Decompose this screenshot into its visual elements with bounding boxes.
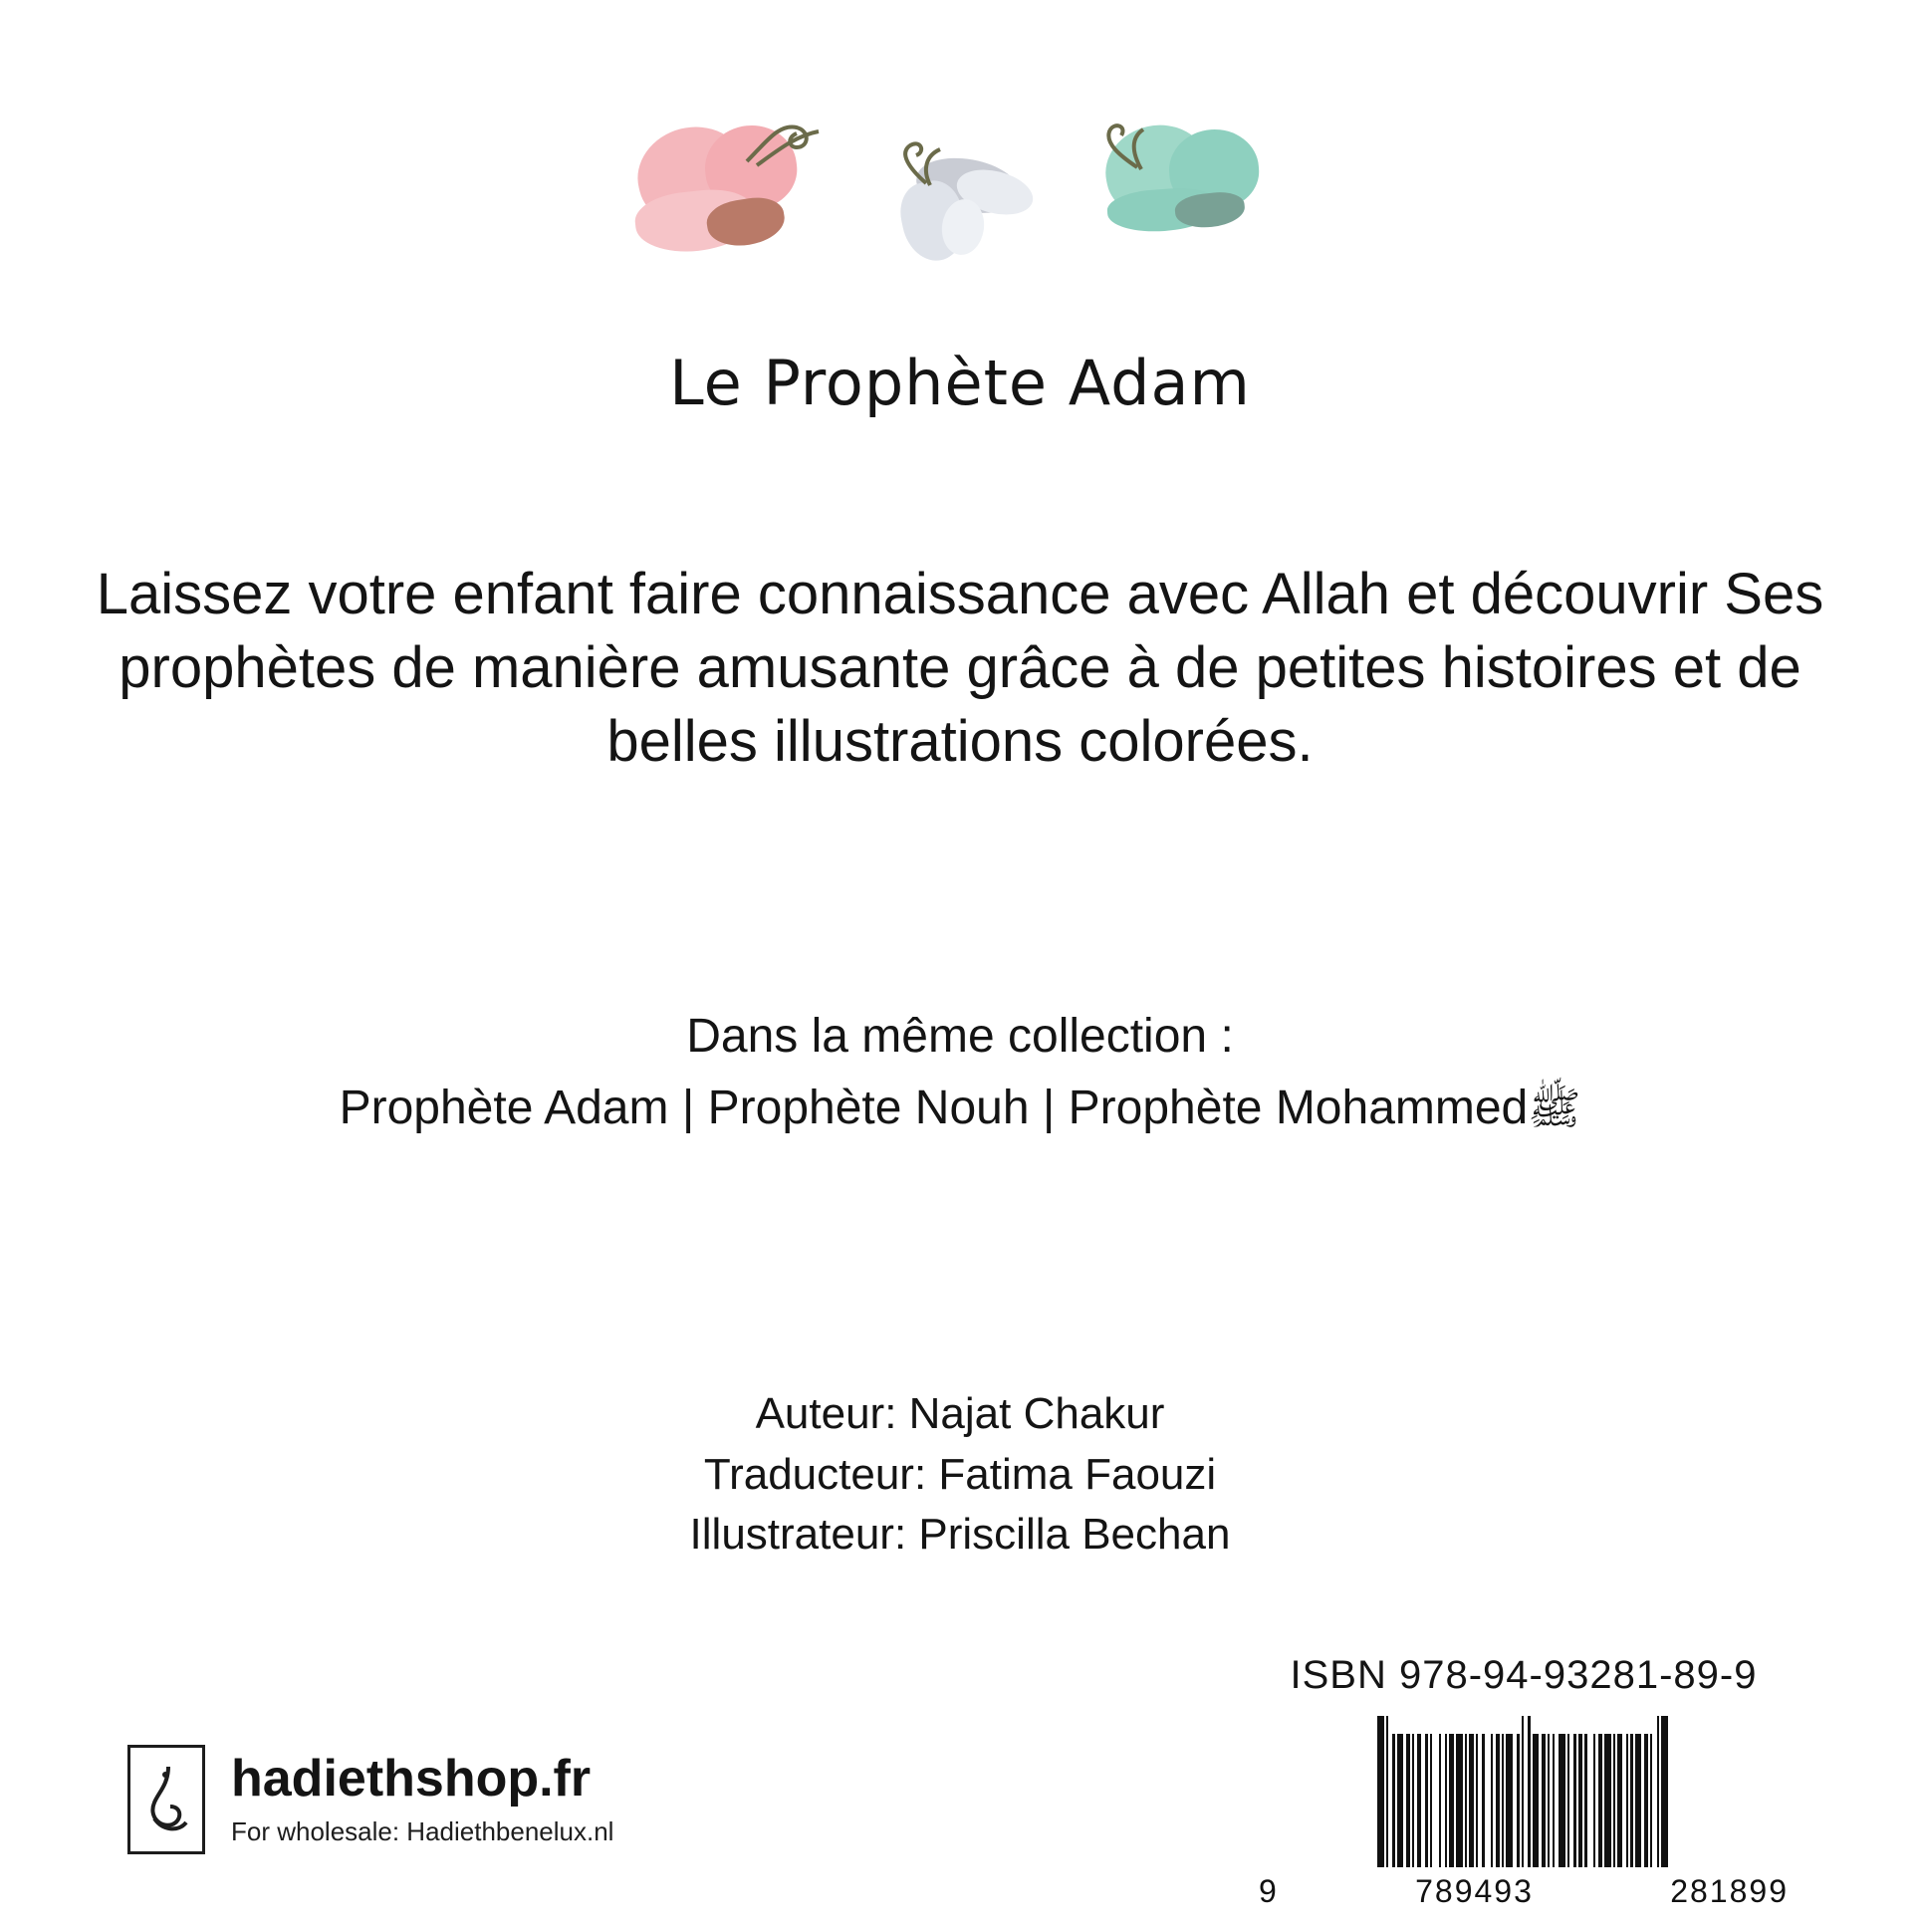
butterfly-white-icon: [876, 129, 1066, 279]
page-title: Le Prophète Adam: [669, 347, 1251, 419]
credit-translator: Traducteur: Fatima Faouzi: [703, 1449, 1217, 1499]
book-description: Laissez votre enfant faire connaissance avec Allah et découvrir Ses prophètes de manière amusante grâce à de petites histoires et de belles illustrations colorées.: [96, 562, 1824, 775]
barcode-digit-left: 9: [1259, 1873, 1279, 1909]
butterfly-decoration-row: [0, 110, 1920, 299]
isbn-block: [1255, 1653, 1793, 1910]
collection-section: [60, 1006, 1860, 1140]
butterfly-green-icon: [1085, 110, 1285, 269]
calligraphy-mark-icon: [138, 1759, 194, 1840]
publisher-logo-block: [127, 1745, 613, 1854]
credit-illustrator: Illustrateur: Priscilla Bechan: [689, 1510, 1231, 1560]
barcode-digit-mid: 789493: [1415, 1873, 1534, 1909]
barcode-digit-right: 281899: [1670, 1873, 1789, 1909]
collection-items: [60, 1078, 1860, 1139]
butterfly-pink-icon: [627, 120, 827, 279]
pbuh-icon: ﷺ: [1528, 1084, 1581, 1135]
credits-block: [60, 1384, 1860, 1566]
collection-heading: Dans la même collection :: [686, 1010, 1234, 1063]
antenna-icon: [1076, 104, 1185, 183]
publisher-logo-icon: [127, 1745, 205, 1854]
isbn-label: ISBN 978-94-93281-89-9: [1290, 1653, 1758, 1697]
credit-author: Auteur: Najat Chakur: [755, 1389, 1165, 1438]
antenna-icon: [727, 102, 837, 171]
wholesale-note: For wholesale: Hadiethbenelux.nl: [231, 1815, 614, 1846]
barcode: [1255, 1716, 1793, 1867]
collection-items-text: Prophète Adam | Prophète Nouh | Prophète Mohammed: [339, 1082, 1529, 1135]
antenna-icon: [870, 129, 980, 199]
publisher-brand: hadiethshop.fr: [231, 1749, 592, 1808]
barcode-digits: [1255, 1873, 1793, 1910]
